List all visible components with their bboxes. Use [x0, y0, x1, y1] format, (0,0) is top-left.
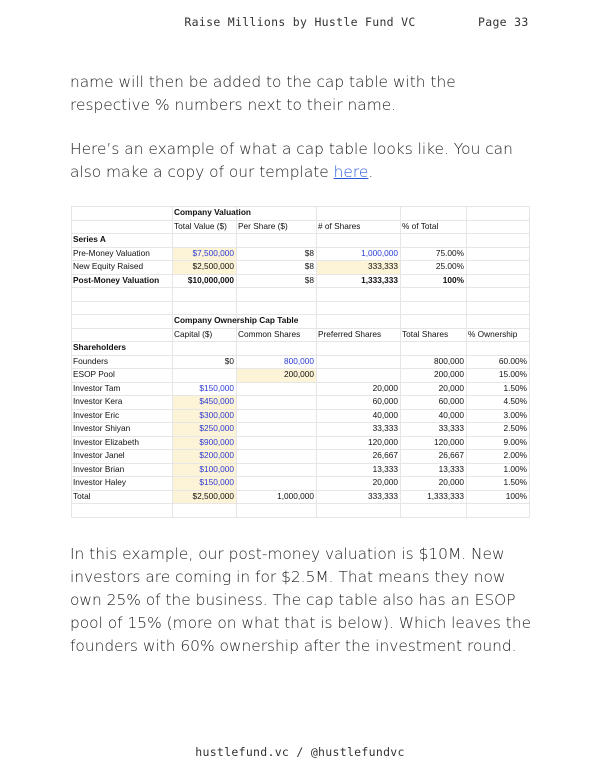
value-cell: 2.00% — [503, 450, 527, 460]
section-label: Shareholders — [73, 342, 127, 352]
value-cell — [236, 409, 316, 423]
row-label: Investor Shiyan — [73, 423, 131, 433]
value-cell: 1,000,000 — [361, 247, 398, 258]
column-header: Total Value ($) — [174, 220, 227, 231]
value-cell — [316, 368, 400, 382]
value-cell: 120,000 — [368, 436, 398, 447]
value-cell — [236, 395, 316, 409]
value-cell: 20,000 — [438, 382, 464, 393]
value-cell: 120,000 — [434, 436, 464, 447]
grid-line — [71, 301, 529, 302]
value-cell: $900,000 — [199, 436, 234, 447]
value-cell: 60.00% — [498, 355, 527, 366]
grid-line — [71, 287, 529, 288]
value-cell: 1,333,333 — [361, 274, 398, 285]
value-cell: 1.50% — [503, 382, 527, 393]
value-cell: $7,500,000 — [192, 247, 234, 258]
value-cell: 25.00% — [435, 261, 464, 271]
value-cell: $450,000 — [199, 396, 234, 406]
value-cell: 40,000 — [372, 409, 398, 420]
value-cell: 33,333 — [438, 423, 464, 433]
value-cell — [236, 463, 316, 477]
row-label: Investor Tam — [73, 382, 121, 393]
value-cell: 20,000 — [372, 382, 398, 393]
value-cell: $0 — [224, 355, 234, 366]
template-link[interactable]: here — [333, 163, 369, 181]
column-header: Per Share ($) — [238, 220, 288, 231]
ownership-title: Company Ownership Cap Table — [174, 315, 299, 325]
value-cell: 26,667 — [438, 450, 464, 460]
value-cell: 60,000 — [372, 396, 398, 406]
paragraph-explanation: In this example, our post-money valuation is $10M. New investors are coming in for $2.5M. That means they now own 25% of the business. The cap table also has an ESOP pool of 15% (more on what that is below). Which leaves the founders with 60% ownership after the investment round. — [70, 545, 532, 655]
value-cell: $8 — [304, 247, 314, 258]
page-header-title: Raise Millions by Hustle Fund VC — [184, 15, 416, 29]
value-cell: 4.50% — [503, 396, 527, 406]
value-cell: 60,000 — [438, 396, 464, 406]
page-footer: hustlefund.vc / @hustlefundvc — [195, 745, 405, 759]
value-cell: 26,667 — [372, 450, 398, 460]
value-cell: $10,000,000 — [187, 274, 234, 285]
grid-line — [529, 206, 530, 518]
column-header: Common Shares — [238, 328, 301, 339]
value-cell: 1.00% — [503, 463, 527, 474]
value-cell — [236, 476, 316, 490]
column-header: # of Shares — [318, 220, 361, 231]
value-cell: 333,333 — [368, 490, 398, 501]
value-cell: $2,500,000 — [192, 490, 234, 501]
value-cell: 2.50% — [503, 423, 527, 433]
value-cell: 20,000 — [372, 477, 398, 487]
value-cell: $250,000 — [199, 423, 234, 433]
value-cell — [236, 422, 316, 436]
value-cell: $100,000 — [199, 463, 234, 474]
value-cell: 333,333 — [368, 261, 398, 271]
value-cell: 1,000,000 — [277, 490, 314, 501]
value-cell: 100% — [442, 274, 464, 285]
column-header: Preferred Shares — [318, 328, 382, 339]
column-header: Total Shares — [402, 328, 449, 339]
grid-line — [71, 503, 529, 504]
grid-line — [71, 517, 529, 518]
value-cell — [236, 449, 316, 463]
row-label: New Equity Raised — [73, 261, 144, 271]
value-cell: 33,333 — [372, 423, 398, 433]
value-cell: 40,000 — [438, 409, 464, 420]
cap-table-spreadsheet — [71, 206, 529, 518]
valuation-title: Company Valuation — [174, 207, 251, 217]
row-label: Investor Kera — [73, 396, 123, 406]
value-cell: 800,000 — [284, 355, 314, 366]
value-cell — [316, 355, 400, 369]
paragraph-template-end: . — [368, 163, 374, 181]
row-label: Investor Eric — [73, 409, 120, 420]
value-cell: 200,000 — [284, 369, 314, 379]
value-cell: $150,000 — [199, 477, 234, 487]
value-cell: 3.00% — [503, 409, 527, 420]
row-label: Founders — [73, 355, 109, 366]
value-cell: 20,000 — [438, 477, 464, 487]
value-cell: 13,333 — [438, 463, 464, 474]
column-header: % Ownership — [468, 328, 518, 339]
paragraph-template — [70, 138, 540, 184]
value-cell: $300,000 — [199, 409, 234, 420]
value-cell: 9.00% — [503, 436, 527, 447]
value-cell: 13,333 — [372, 463, 398, 474]
row-label: Investor Haley — [73, 477, 127, 487]
value-cell: 75.00% — [435, 247, 464, 258]
value-cell: $8 — [304, 274, 314, 285]
value-cell: 200,000 — [434, 369, 464, 379]
row-label: Post-Money Valuation — [73, 274, 160, 285]
value-cell: 100% — [505, 490, 527, 501]
value-cell — [172, 368, 236, 382]
value-cell: $200,000 — [199, 450, 234, 460]
value-cell: 1.50% — [503, 477, 527, 487]
value-cell: 1,333,333 — [427, 490, 464, 501]
value-cell: 800,000 — [434, 355, 464, 366]
value-cell — [236, 382, 316, 396]
value-cell: $150,000 — [199, 382, 234, 393]
row-label: Total — [73, 490, 91, 501]
row-label: Investor Janel — [73, 450, 125, 460]
page-number: Page 33 — [478, 15, 529, 29]
value-cell: $8 — [304, 261, 314, 271]
column-header: Capital ($) — [174, 328, 213, 339]
row-label: Investor Brian — [73, 463, 125, 474]
column-header: % of Total — [402, 220, 439, 231]
value-cell: 15.00% — [498, 369, 527, 379]
row-label: Investor Elizabeth — [73, 436, 139, 447]
row-label: ESOP Pool — [73, 369, 115, 379]
paragraph-template-text: Here’s an example of what a cap table looks like. You can also make a copy of our template — [70, 140, 513, 181]
value-cell — [236, 436, 316, 450]
row-label: Pre-Money Valuation — [73, 247, 150, 258]
section-label: Series A — [73, 234, 106, 244]
value-cell: $2,500,000 — [192, 261, 234, 271]
paragraph-intro: name will then be added to the cap table with the respective % numbers next to their name. — [70, 73, 456, 114]
